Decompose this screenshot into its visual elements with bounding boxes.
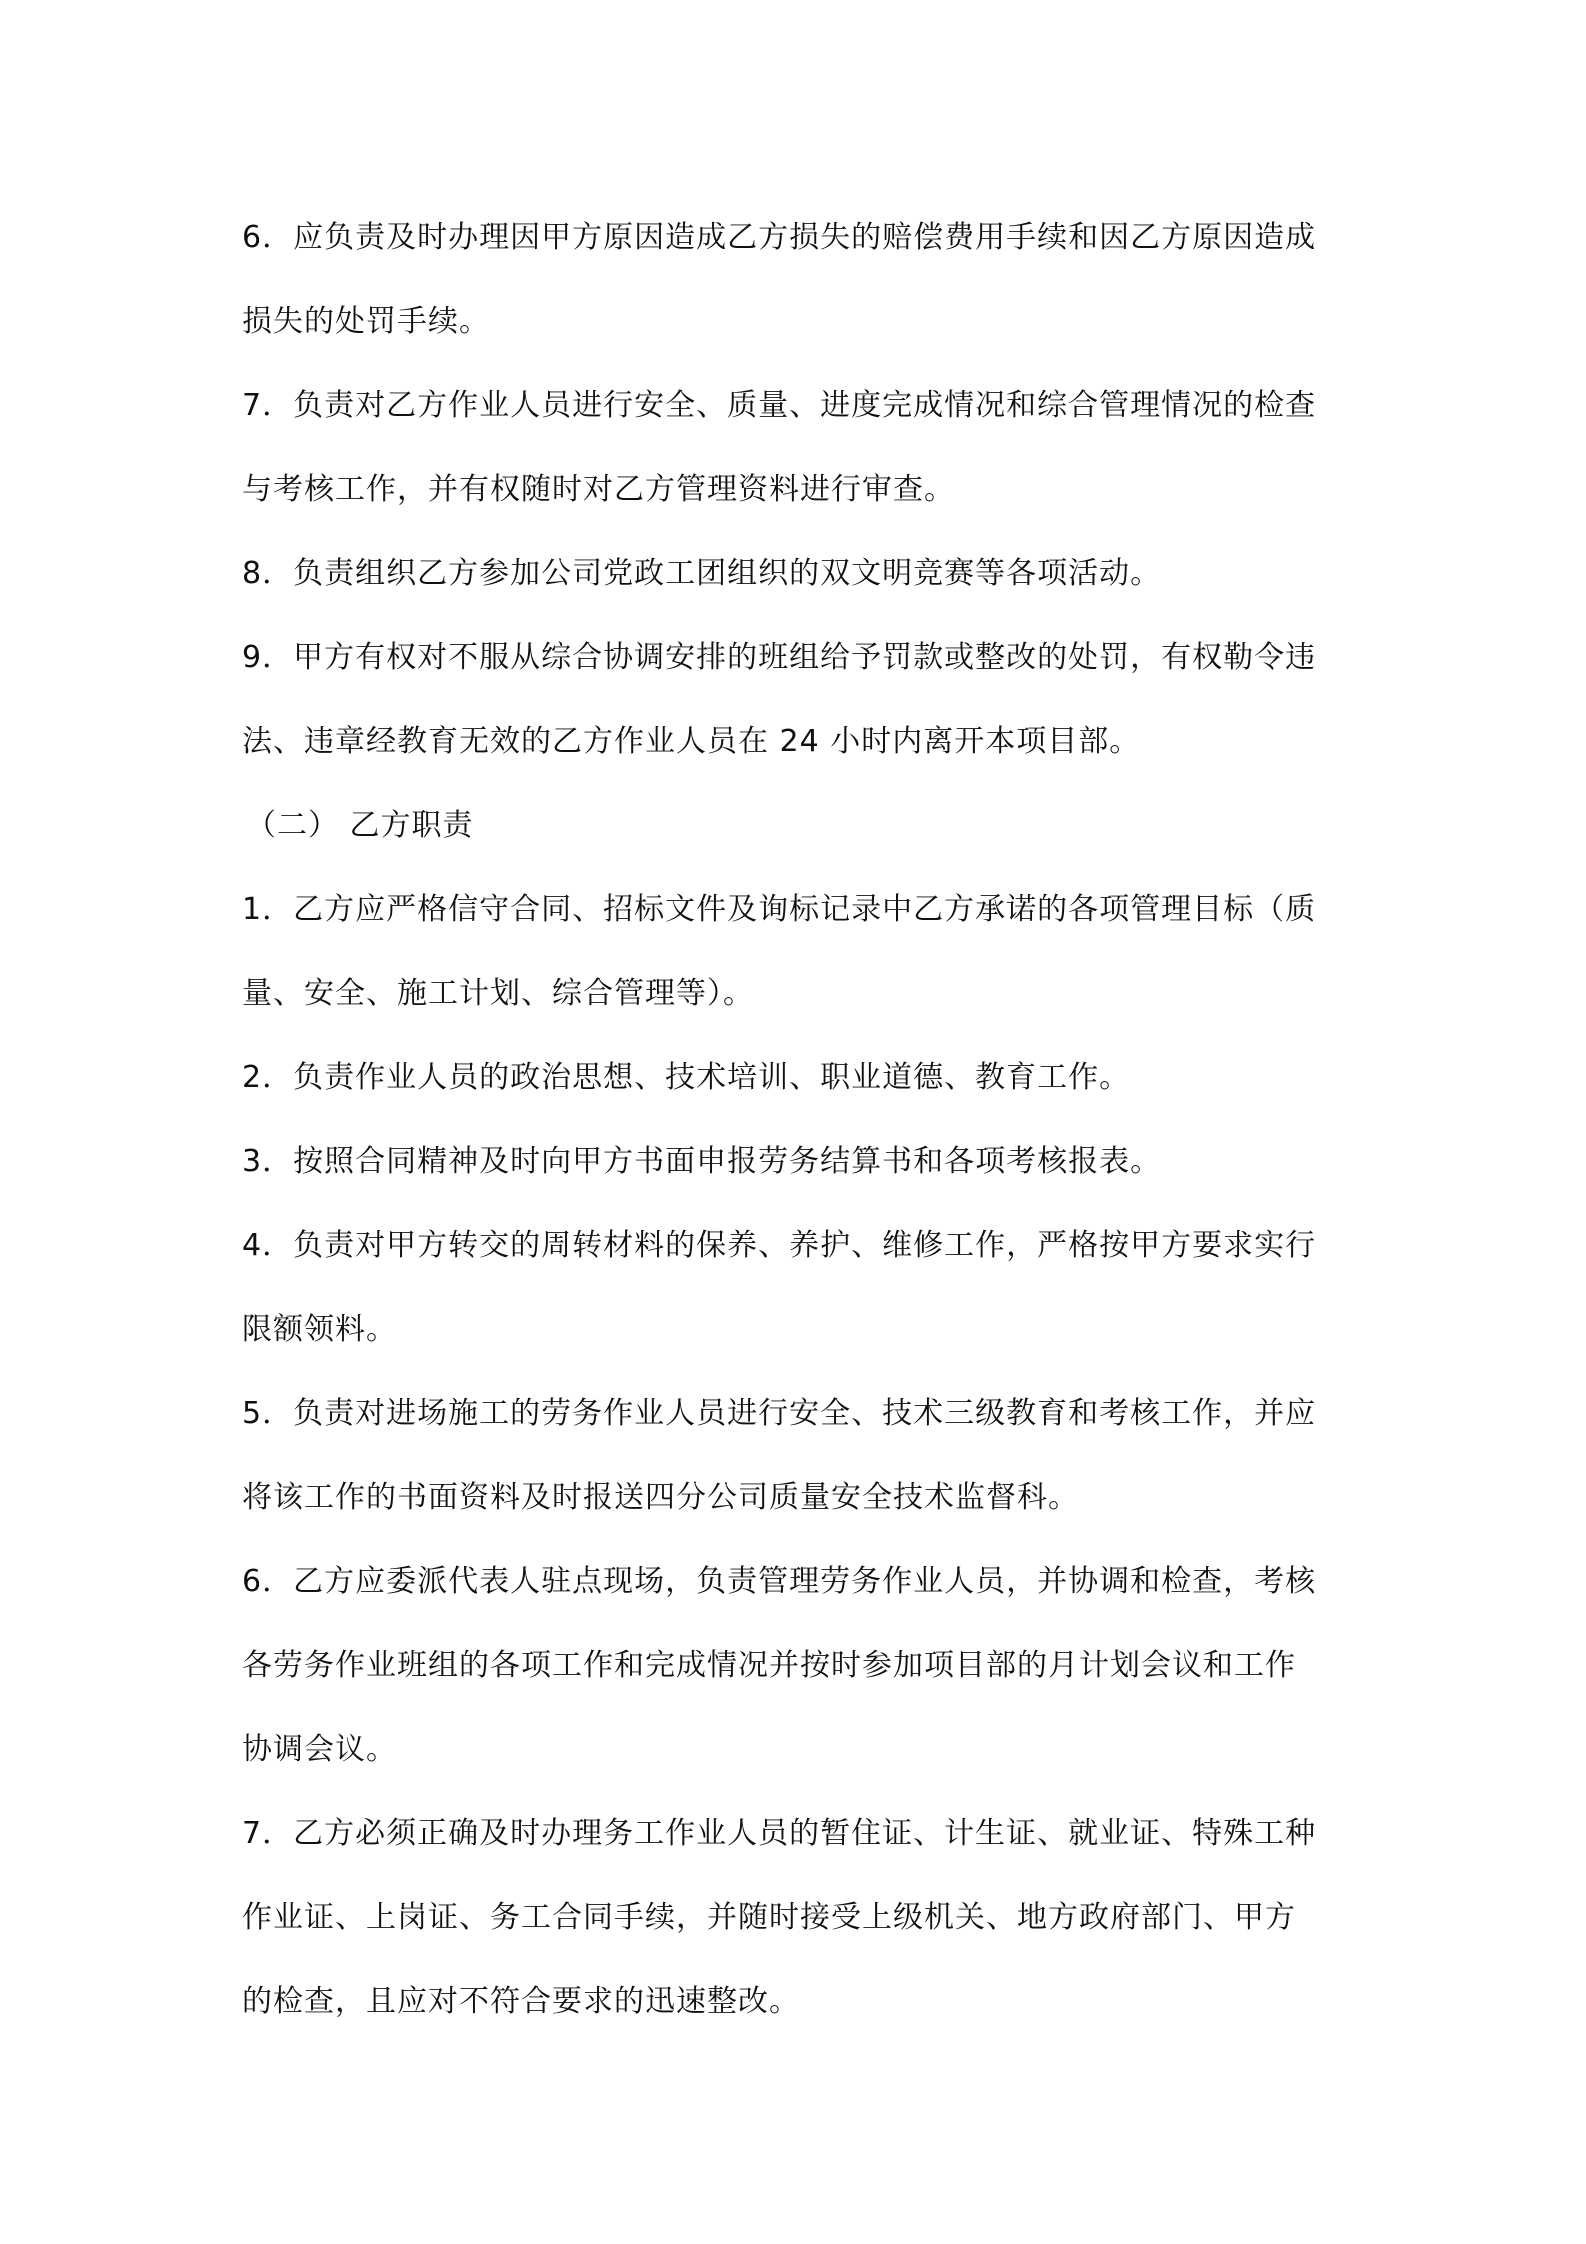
text-line: 3．按照合同精神及时向甲方书面申报劳务结算书和各项考核报表。: [242, 1144, 1162, 1179]
clause-party-b-2: [242, 1036, 1362, 1120]
text-line: 协调会议。: [242, 1732, 397, 1767]
text-line: 损失的处罚手续。: [242, 304, 490, 339]
text-line: 1．乙方应严格信守合同、招标文件及询标记录中乙方承诺的各项管理目标（质: [242, 892, 1317, 927]
clause-party-b-1: [242, 868, 1362, 1036]
text-line: 限额领料。: [242, 1312, 397, 1347]
text-line: 的检查，且应对不符合要求的迅速整改。: [242, 1984, 800, 2019]
text-line: 各劳务作业班组的各项工作和完成情况并按时参加项目部的月计划会议和工作: [242, 1648, 1296, 1683]
text-line: 8．负责组织乙方参加公司党政工团组织的双文明竞赛等各项活动。: [242, 556, 1162, 591]
clause-party-a-8: [242, 532, 1362, 616]
text-line: 量、安全、施工计划、综合管理等）。: [242, 976, 754, 1011]
clause-party-b-5: [242, 1372, 1362, 1540]
heading-line: （二） 乙方职责: [246, 808, 474, 843]
clause-party-b-4: [242, 1204, 1362, 1372]
text-line: 7．负责对乙方作业人员进行安全、质量、进度完成情况和综合管理情况的检查: [242, 388, 1317, 423]
clause-party-a-6: [242, 196, 1362, 364]
clause-party-b-3: [242, 1120, 1362, 1204]
text-line: 9．甲方有权对不服从综合协调安排的班组给予罚款或整改的处罚，有权勒令违: [242, 640, 1317, 675]
text-line: 作业证、上岗证、务工合同手续，并随时接受上级机关、地方政府部门、甲方: [242, 1900, 1296, 1935]
text-line: 与考核工作，并有权随时对乙方管理资料进行审查。: [242, 472, 955, 507]
text-line: 6．应负责及时办理因甲方原因造成乙方损失的赔偿费用手续和因乙方原因造成: [242, 220, 1317, 255]
text-line: 将该工作的书面资料及时报送四分公司质量安全技术监督科。: [242, 1480, 1079, 1515]
text-line: 6．乙方应委派代表人驻点现场，负责管理劳务作业人员，并协调和检查，考核: [242, 1564, 1317, 1599]
section-heading-party-b-duties: [242, 784, 1362, 868]
clause-party-b-6: [242, 1540, 1362, 1792]
text-line: 4．负责对甲方转交的周转材料的保养、养护、维修工作，严格按甲方要求实行: [242, 1228, 1317, 1263]
text-line: 法、违章经教育无效的乙方作业人员在 24 小时内离开本项目部。: [242, 724, 1141, 759]
clause-party-b-7: [242, 1792, 1362, 2044]
clause-party-a-7: [242, 364, 1362, 532]
document-body: [242, 196, 1362, 2044]
text-line: 7．乙方必须正确及时办理务工作业人员的暂住证、计生证、就业证、特殊工种: [242, 1816, 1317, 1851]
text-line: 2．负责作业人员的政治思想、技术培训、职业道德、教育工作。: [242, 1060, 1131, 1095]
clause-party-a-9: [242, 616, 1362, 784]
text-line: 5．负责对进场施工的劳务作业人员进行安全、技术三级教育和考核工作，并应: [242, 1396, 1317, 1431]
